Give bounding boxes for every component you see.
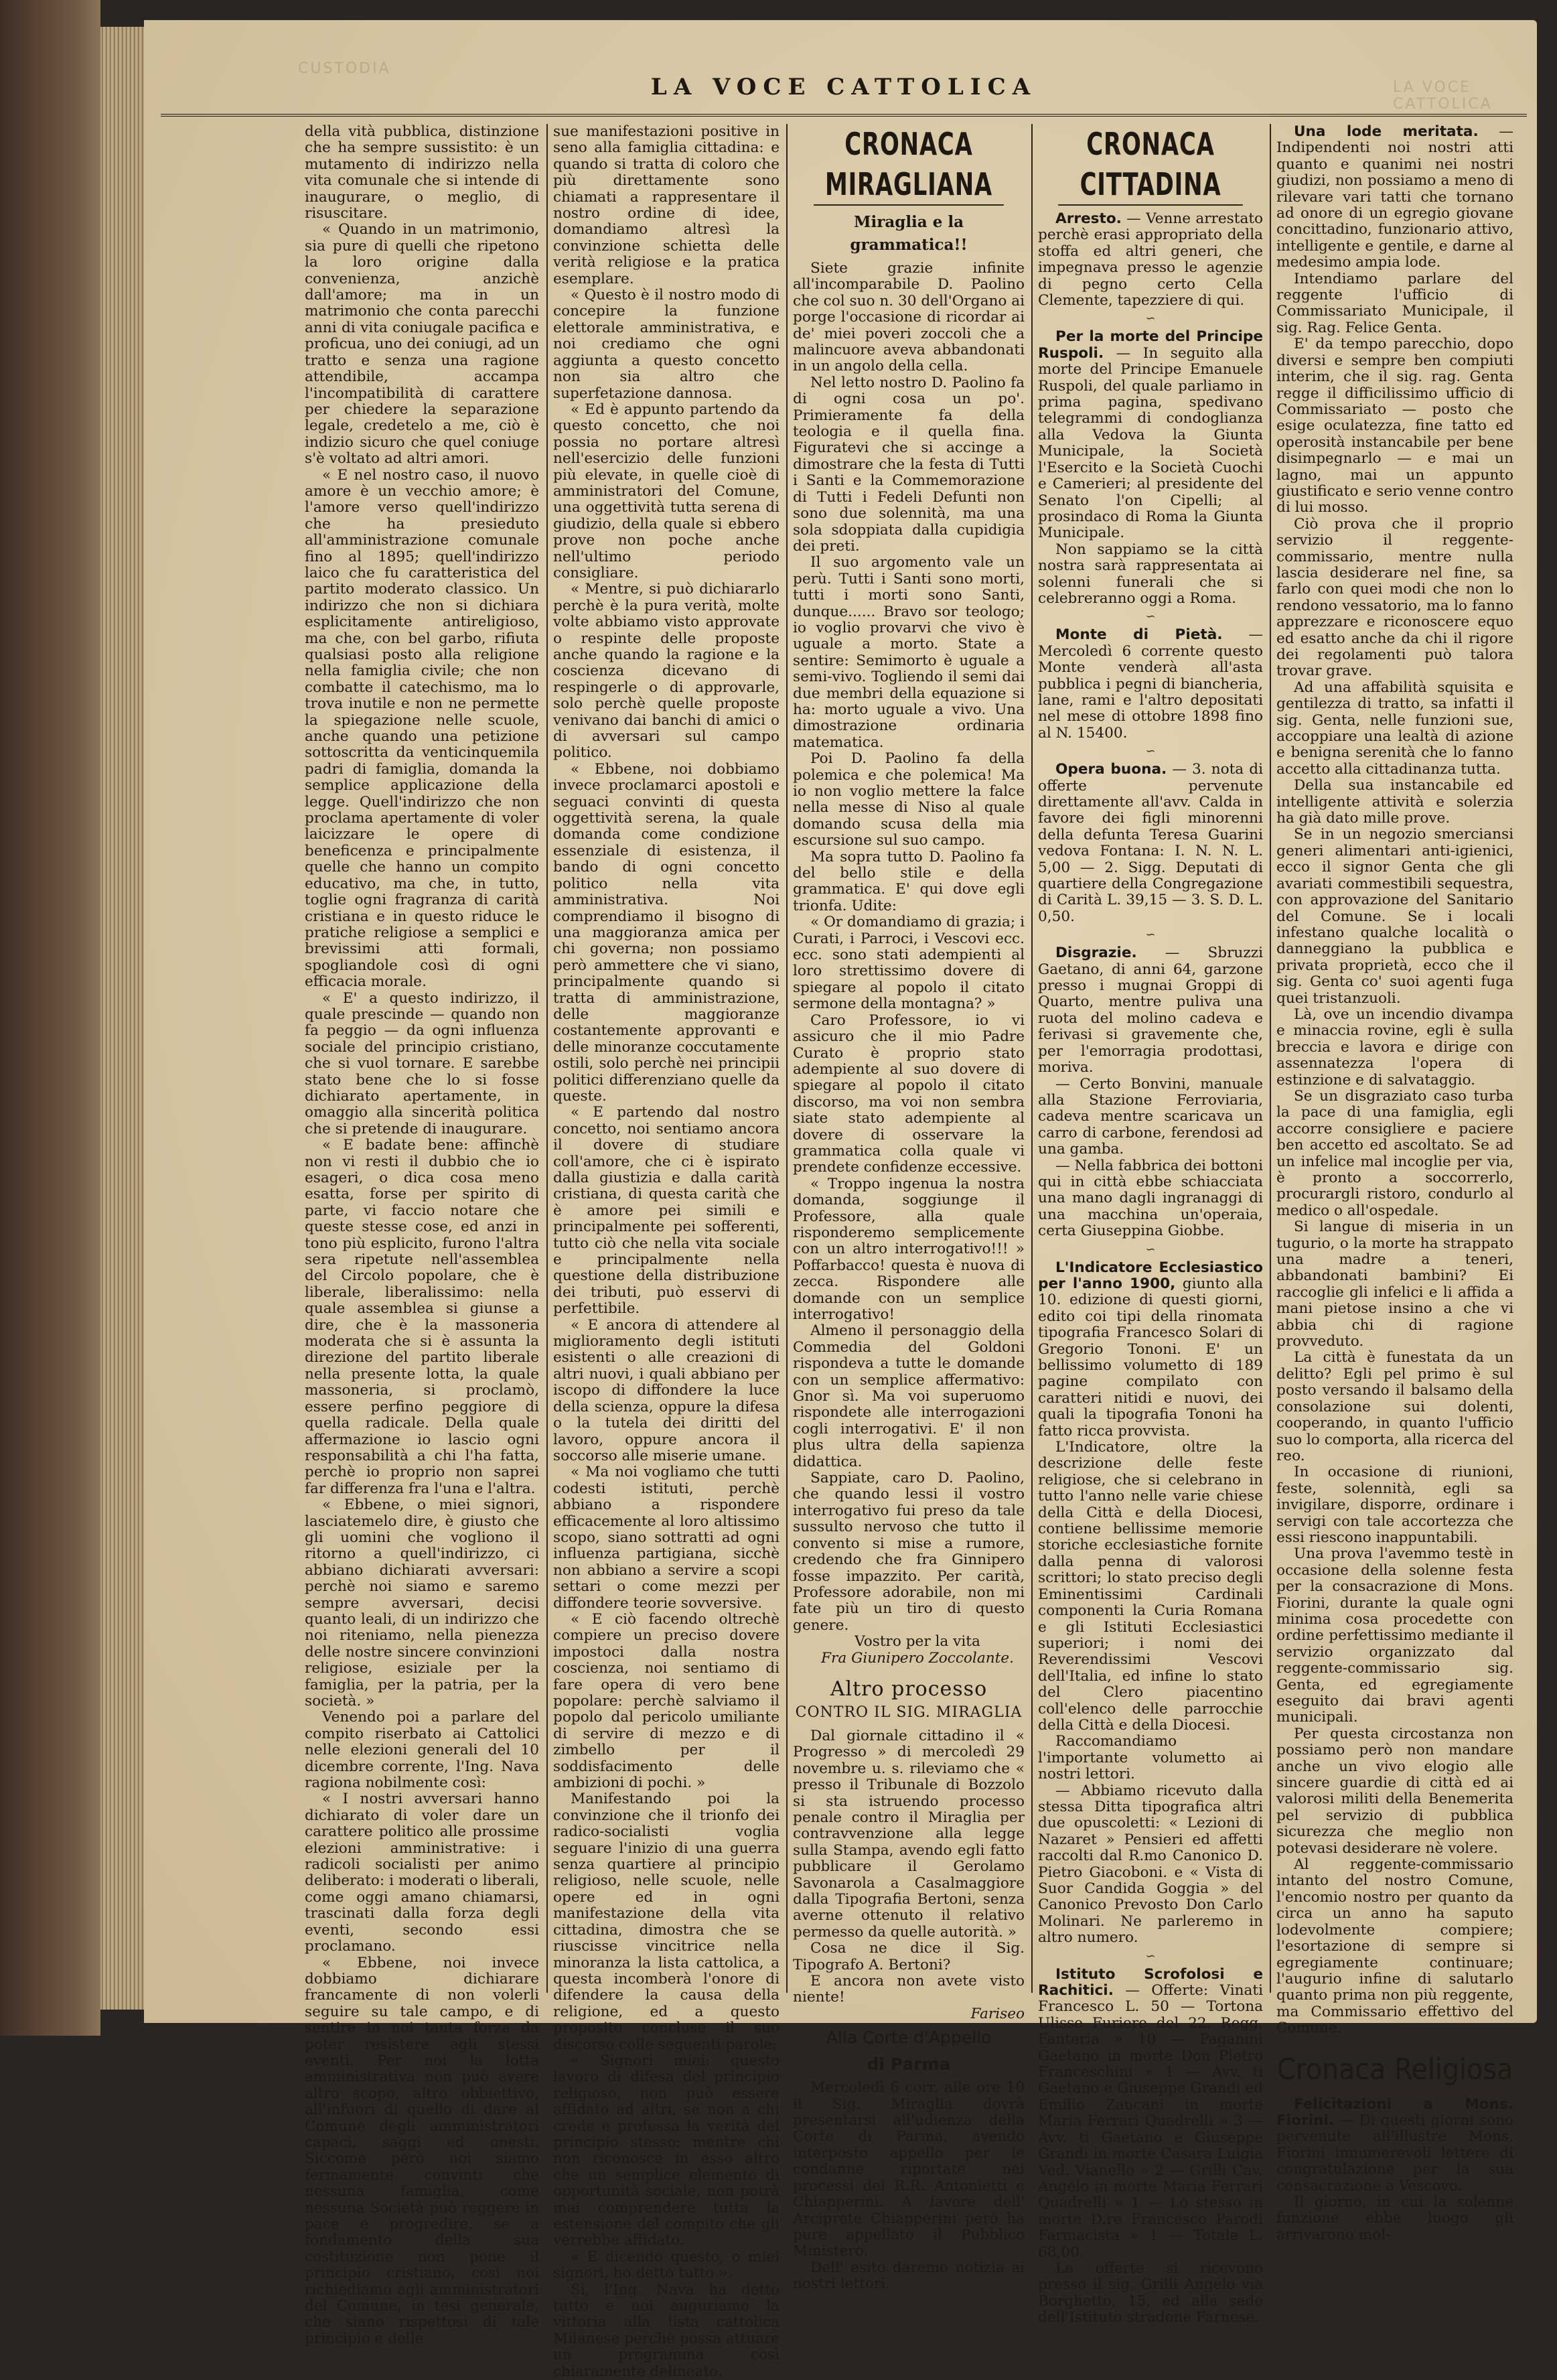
article-heading: Altro processo — [830, 1677, 988, 1701]
article-paragraph: Cosa ne dice il Sig. Tipografo A. Bertoni? — [793, 1940, 1025, 1973]
article-heading: Alla Corte d'Appello — [826, 2028, 992, 2048]
news-item-text: La città è funestata da un delitto? Egli pel primo è sul posto versando il balsamo della consolazione sui dolenti, cooperando, in quanto l'ufficio suo lo comporta, alla ricerca del reo. — [1276, 1349, 1513, 1464]
news-item — [1276, 1350, 1513, 1464]
column-1 — [305, 123, 539, 2347]
news-item-lead: Arresto. — [1055, 210, 1122, 227]
article-paragraph: « Ebbene, noi dobbiamo invece proclamarci apostoli e seguaci convinti di questa oggettività serena, la quale domanda come condizione essenziale di esistenza, il bando di ogni concetto politico nella vita amministrativa. Noi comprendiamo il bisogno di una maggioranza amica per chi governa; non possiamo però ammettere che vi siano, principalmente quando si tratta di amministrazione, delle maggioranze costantemente approvanti e delle minoranze coccutamente ostili, solo perchè nei principii politici differenziano quelle da queste. — [553, 760, 780, 1105]
news-item — [1276, 1546, 1513, 1726]
article-paragraph: « E' a questo indirizzo, il quale prescinde — quando non fa peggio — da ogni influenza sociale del principio cristiano, che si vuol tornare. E sarebbe stato bene che lo si fosse dichiarato apertamente, in omaggio alla sincerità politica che si pretende di inaugurare. — [305, 989, 539, 1137]
news-item — [1038, 1440, 1263, 1734]
news-item — [1038, 2261, 1263, 2326]
column-rule — [786, 124, 788, 1993]
column-5 — [1276, 123, 1513, 2243]
article-signature: Fra Giunipero Zoccolante. — [821, 1649, 1014, 1667]
item-separator: ∽ — [1145, 610, 1156, 624]
bleed-through-text-left: CUSTODIA — [298, 60, 391, 77]
news-item-text: Là, ove un incendio divampa e minaccia rovine, egli è sulla breccia e lavora e dirige con assennatezza l'opera di estinzione e di salvataggio. — [1276, 1005, 1513, 1089]
book-binding — [0, 0, 100, 2036]
article-paragraph: Siete grazie infinite all'incomparabile D. Paolino che col suo n. 30 dell'Organo ai porge l'occasione di ricordar ai de' miei poveri zoccoli che a malincuore aveva abbandonati in un angolo della cella. — [793, 260, 1025, 375]
section-title-cronaca-miragliana: CRONACA MIRAGLIANA — [814, 124, 1004, 206]
article-heading: Miraglia e la grammatica!! — [850, 213, 968, 254]
column-rule — [1031, 124, 1033, 1993]
news-item-text: Una prova l'avemmo testè in occasione della solenne festa per la consacrazione di Mons. Fiorini, durante la quale ogni minima cosa procedette con ordine perfettissimo mediante il servizio organizzato dal reggente-commissario sig. Genta, ed egregiamente eseguito dai bravi agenti municipali. — [1276, 1545, 1513, 1726]
news-item-text: In occasione di riunioni, feste, solennità, egli sa invigilare, disporre, ordinare i servigi con tale accortezza che essi riescono inappuntabili. — [1276, 1464, 1513, 1546]
news-item — [1276, 827, 1513, 1006]
article-paragraph: sue manifestazioni positive in seno alla famiglia cittadina: e quando si tratta di coloro che più direttamente sono chiamati a rappresentare il nostro ordine di idee, domandiamo altresì la convinzione schietta delle verità religiose e la pratica esemplare. — [553, 123, 780, 287]
news-item — [1038, 1783, 1263, 1947]
news-item-text: Raccomandiamo l'importante volumetto ai nostri lettori. — [1038, 1733, 1263, 1783]
news-item — [1038, 1734, 1263, 1782]
news-item — [1038, 762, 1263, 925]
news-item-text: Se un disgraziato caso turba la pace di una famiglia, egli accorre consigliere e paciere ben accetto ed ascoltato. Se ad un infelice mal incoglie per via, è pronto a soccorrerlo, procurargli ristoro, condurlo al medico o all'ospedale. — [1276, 1087, 1513, 1219]
article-paragraph: della vità pubblica, distinzione che ha sempre sussistito: è un mutamento di indirizzo nella vita comunale che si intende di inaugurare, o meglio, di risuscitare. — [305, 123, 539, 222]
news-item-text: Le offerte si ricevono presso il sig. Grilli Angelo via Borghetto, 15, ed alla sede dell'Istituto stradone Farnese. — [1038, 2259, 1263, 2326]
article-paragraph: « Troppo ingenua la nostra domanda, soggiunge il Professore, alla quale risponderemo semplicemente con un altro interrogativo!!! » Poffarbacco! questa è nuova di zecca. Rispondere alle domande con un semplice interrogativo! — [793, 1175, 1025, 1323]
page-edges — [100, 27, 147, 2010]
news-item-text: Si langue di miseria in un tugurio, o la morte ha strappato una madre a teneri, abbandonati bambini? Ei raccoglie gli infelici e li affida a mani pietose insino a che vi abbia chi di ragione provveduto. — [1276, 1218, 1513, 1350]
article-paragraph: Caro Professore, io vi assicuro che il mio Padre Curato è proprio stato adempiente al suo dovere di spiegare al popolo il citato discorso, ma voi non sembra siate stato adempiente al dovere di osservare la grammatica colla quale vi prendete confidenze eccessive. — [793, 1011, 1025, 1176]
article-signature: Fariseo — [970, 2005, 1025, 2022]
news-item — [1276, 516, 1513, 680]
news-item — [1038, 1260, 1263, 1440]
news-item-text: Non sappiamo se la città nostra sarà rappresentata ai solenni funerali che si celebreranno oggi a Roma. — [1038, 541, 1263, 607]
news-item-text: — In seguito alla morte del Principe Emanuele Ruspoli, del quale parliamo in prima pagina, spedivano telegrammi di condoglianza alla Vedova la Giunta Municipale, la Società l'Esercito e la Società Cuochi e Camerieri; al presidente del Senato l'on Cipelli; al prosindaco di Roma la Giunta Municipale. — [1038, 344, 1263, 542]
article-closing: Vostro per la vita — [855, 1633, 980, 1651]
news-item-lead: Monte di Pietà. — [1055, 626, 1223, 644]
news-item — [1038, 1076, 1263, 1158]
news-items — [1276, 2097, 1513, 2244]
article-paragraph: Almeno il personaggio della Commedia del Goldoni rispondeva a tutte le domande con un semplice affermativo: Gnor sì. Ma voi superuomo rispondete alle interrogazioni cogli interrogativi. E' il non plus ultra della sapienza didattica. — [793, 1322, 1025, 1470]
article-paragraph: « E badate bene: affinchè non vi resti il dubbio che io esageri, o dica cosa meno esatta, forse per spirito di parte, vi faccio notare che queste stesse cose, ed anzi in tono più esplicito, furono l'altra sera ripetute nell'assemblea del Circolo popolare, che è liberale, liberalissimo: nella quale assemblea si giunse a dire, che è la massoneria moderata che si è assunta la direzione del partito liberale nella presente lotta, la quale massoneria, si proclamò, essere perfino peggiore di quella radicale. Della quale affermazione io lascio ogni responsabilità a chi l'ha fatta, perchè io proprio non saprei far differenza fra l'una e l'altra. — [305, 1137, 539, 1497]
news-item — [1276, 124, 1513, 271]
news-items — [1276, 124, 1513, 2037]
news-item-lead: Una lode meritata. — [1294, 123, 1479, 140]
article-paragraph: « Ebbene, noi invece dobbiamo dichiarare francamente di non volerli seguire su tale campo, e di sentire in noi tanta forza da poter resistere agli stessi eventi. Per noi la lotta amministrativa non può avere altro scopo, altro obbiettivo, all'infuori di quello di dare al Comune degli amministratori capaci, saggi ed onesti. Siccome però noi siamo fermamente convinti che nessuna famiglia, come nessuna Società può reggere in pace e progredire, se a fondamento della sua costituzione non pone il principio cristiano, così noi richiediamo agli amministratori del Comune, in tesi generale, che siano rispettosi di tale principio e delle — [305, 1954, 539, 2347]
news-item-lead: Disgrazie. — [1055, 944, 1137, 962]
news-item-text: — 3. nota di offerte pervenute direttamente all'avv. Calda in favore dei figli minorenni della defunta Teresa Guarini vedova Fontana: I. N. N. L. 5,00 — 2. Sigg. Deputati di quartiere della Congregazione di Carità L. 39,15 — 3. S. D. L. 0,50. — [1038, 761, 1264, 925]
column-4 — [1038, 124, 1264, 2326]
article-paragraph: Manifestando poi la convinzione che il trionfo dei radico-socialisti voglia seguare l'inizio di una guerra senza quartiere al principio religioso, nelle scuole, nelle opere ed in ogni manifestazione della vita cittadina, dimostra che se riuscisse vincitrice nella minoranza la lista cattolica, a questa incomberà l'onore di difendere la causa della religione, ed a questo proposito concluse il suo discorso colle seguenti parole: — [553, 1791, 780, 2053]
news-item-text: — Di questi giorni sono pervenute all'illustre Mons. Fiorini innumerevoli lettere di congratulazione per la sua consacrazione a Vescovo. — [1276, 2111, 1513, 2194]
article-paragraph: Sì, l'Ing. Nava ha detto tutto e noi auguriamo la vittoria alla lista cattolica Milanese perchè possa attuare un programma così chiaramente delineato. — [553, 2281, 780, 2380]
article-paragraph: Sappiate, caro D. Paolino, che quando lessi il vostro interrogativo fui preso da tale sussulto nervoso che tutto il convento si mise a rumore, credendo che fra Ginnipero fosse impazzito. Per carità, Professore adorabile, non mi fate più un tiro di questo genere. — [793, 1470, 1025, 1634]
article-subheading: di Parma — [867, 2054, 951, 2075]
article-paragraph: « Signori miei: questo lavoro di difesa del principio religioso, non può essere affidato ad altri, se non a chi crede e professa la verità del principio stesso: mentre chi non riconosce in esso altro che un semplice elemento di opportunità sociale, non potrà mai comprendere tutta la estensione del compito che gli verrebbe affidato. — [553, 2052, 780, 2249]
news-item — [1038, 1158, 1263, 1240]
news-items — [1038, 211, 1263, 2326]
article-paragraph: Dal giornale cittadino il « Progresso » di mercoledì 29 novembre u. s. rileviamo che « presso il Tribunale di Bozzolo si sta istruendo processo penale contro il Miraglia per contravvenzione alla legge sulla Stampa, avendo egli fatto pubblicare il Gerolamo Savonarola a Casalmaggiore dalla Tipografia Bertoni, senza averne ottenuto il relativo permesso da quelle autorità. » — [793, 1727, 1025, 1941]
news-item — [1276, 680, 1513, 778]
news-item — [1276, 1464, 1513, 1546]
news-item-text: E' da tempo parecchio, dopo diversi e sempre ben compiuti interim, che il sig. rag. Genta regge il difficilissimo ufficio di Commissariato — posto che esige oculatezza, fine tatto ed operosità instancabile per bene disimpegnarlo — e mai un lagno, mai un appunto giustificato e serio venne contro di lui mosso. — [1276, 336, 1513, 516]
news-item-lead: Istituto Scrofolosi e Rachitici. — [1038, 1965, 1263, 2000]
news-item — [1276, 1726, 1513, 1857]
news-item-lead: Opera buona. — [1055, 761, 1167, 778]
news-item — [1276, 1089, 1513, 1219]
news-item-text: — Nella fabbrica dei bottoni qui in città ebbe schiacciata una mano dagli ingranaggi di una macchina un'operaia, certa Giuseppina Giobbe. — [1038, 1157, 1263, 1240]
article-paragraph: Nel letto nostro D. Paolino fa di ogni cosa un po'. Primieramente fa della teologia e il quella fina. Figuratevi che si accinge a dimostrare che la festa di Tutti i Santi e la Commemorazione di Tutti i Fedeli Defunti non sono due solennità, ma una sola sdoppiata dalla cupidigia dei preti. — [793, 374, 1025, 555]
news-item — [1038, 542, 1263, 608]
news-item-text: — Indipendenti noi nostri atti quanto e quanimi nei nostri giudizi, non possiamo a meno di rilevare vari tatti che tornano ad onore di un egregio giovane concittadino, funzionario attivo, intelligente e gentile, e darne al medesimo ampia lode. — [1276, 123, 1513, 271]
item-separator: ∽ — [1145, 744, 1156, 759]
article-paragraph: E ancora non avete visto niente! — [793, 1973, 1025, 2006]
section-title-cronaca-cittadina: CRONACA CITTADINA — [1058, 124, 1243, 206]
article-paragraph: Dell' esito daremo notizia ai nostri lettori. — [793, 2259, 1025, 2293]
news-item-text: L'Indicatore, oltre la descrizione delle feste religiose, che si celebrano in tutto l'anno nelle varie chiese della Città e della Diocesi, contiene bellissime memorie storiche ecclesiastiche fornite dalla penna di valorosi scrittori; lo stato preciso degli Eminentissimi Cardinali componenti la Curia Romana e gli Istituti Ecclesiastici superiori; i nomi dei Reverendissimi Vescovi dell'Italia, ed infine lo stato del Clero piacentino coll'elenco delle parrocchie della Città e della Diocesi. — [1038, 1439, 1263, 1734]
article-paragraph: « Or domandiamo di grazia; i Curati, i Parroci, i Vescovi ecc. ecc. sono stati adempienti al loro strettissimo dovere di spiegare al popolo il citato sermone della montagna? » — [793, 914, 1025, 1013]
news-item-text: — Venne arrestato perchè erasi appropriato della stoffa ed altri generi, che impegnava presso le agenzie di pegno certo Cella Clemente, tapezziere di qui. — [1038, 210, 1263, 309]
news-item-text: — Mercoledì 6 corrente questo Monte venderà all'asta pubblica i pegni di biancheria, lane, rami e l'altro depositati nel mese di ottobre 1898 fino al N. 15400. — [1038, 626, 1263, 742]
item-separator: ∽ — [1145, 1949, 1156, 1963]
article-paragraph: « Questo è il nostro modo di concepire la funzione elettorale amministrativa, e noi crediamo che ogni aggiunta a questo concetto non sia altro che superfetazione dannosa. — [553, 287, 780, 402]
masthead — [161, 47, 1527, 117]
news-item — [1038, 627, 1263, 742]
news-item-text: — Sbruzzi Gaetano, di anni 64, garzone presso i mugnai Groppi di Quarto, mentre puliva una ruota del molino cadeva e ferivasi si gravemente che, per l'emorragia prodottasi, moriva. — [1038, 944, 1263, 1076]
news-item-text: Della sua instancabile ed intelligente attività e solerzia ha già dato mille prove. — [1276, 777, 1513, 827]
news-item-lead: Felicitazioni a Mons. Fiorini. — [1276, 2095, 1513, 2129]
article-paragraph: « Mentre, si può dichiararlo perchè è la pura verità, molte volte abbiamo visto approvate o respinte delle proposte anche quando la ragione e la coscienza dicevano di respingerle o di approvarle, solo perchè quelle proposte venivano dai banchi di amici o di avversari sul campo politico. — [553, 581, 780, 762]
news-item-text: Per questa circostanza non possiamo però non mandare anche un vivo elogio alle sincere guardie di città ed ai valorosi militi della Benemerita pel servizio di pubblica sicurezza che meglio non potevasi desiderare nè volere. — [1276, 1725, 1513, 1857]
item-separator: ∽ — [1145, 1242, 1156, 1257]
news-item-text: Al reggente-commissario intanto del nostro Comune, l'encomio nostro per quanto da circa un anno ha saputo lodevolmente compiere; l'esortazione di sempre si egregiamente continuare; l'augurio infine di salutarlo quanto prima non più reggente, ma Commissario effettivo del Comune. — [1276, 1856, 1513, 2037]
article-paragraph: Il suo argomento vale un perù. Tutti i Santi sono morti, tutti i morti sono Santi, dunque...... Bravo sor teologo; io voglio provarvi che vivo è uguale a morto. State a sentire: Semimorto è uguale a semi-vivo. Togliendo il semi dai due membri della equazione si ha: morto uguale a vivo. Una dimostrazione ordinaria matematica. — [793, 554, 1025, 751]
article-paragraph: « E partendo dal nostro concetto, noi sentiamo ancora il dovere di studiare coll'amore, che ci è ispirato dalla giustizia e dalla carità cristiana, di questa carità che è amore pei simili e principalmente pei sofferenti, tutto ciò che nella vita sociale e principalmente nella questione della distribuzione dei tributi, può esservi di perfettibile. — [553, 1104, 780, 1318]
item-separator: ∽ — [1145, 311, 1156, 326]
news-item — [1038, 945, 1263, 1076]
section-title-cronaca-religiosa: Cronaca Religiosa — [1276, 2048, 1513, 2091]
news-item — [1276, 778, 1513, 827]
column-3 — [793, 124, 1025, 2293]
news-item-text: Intendiamo parlare del reggente l'ufficio di Commissariato Municipale, il sig. Rag. Felice Genta. — [1276, 270, 1513, 336]
article-paragraph: « Ebbene, o miei signori, lasciatemelo dire, è giusto che gli uomini che vogliono il ritorno a quell'indirizzo, ci abbiano dichiarati avversari: perchè noi siamo e saremo sempre avversari, decisi quanto leali, di un indirizzo che noi riteniamo, nella pienezza delle nostre sincere convinzioni religiose, esiziale per la famiglia, per la patria, per la società. » — [305, 1496, 539, 1709]
article-paragraph: « E dicendo questo, o miei signori, ho detto tutto ». — [553, 2248, 780, 2282]
article-paragraph: « I nostri avversari hanno dichiarato di voler dare un carattere politico alle prossime elezioni amministrative: i radicoli socialisti per animo deliberato: i moderati o liberali, come oggi amano chiamarsi, trascinati dalla forza degli eventi, secondo essi proclamano. — [305, 1791, 539, 1955]
news-item-lead: L'Indicatore Ecclesiastico per l'anno 1900, — [1038, 1259, 1263, 1292]
news-item — [1276, 1857, 1513, 2036]
article-paragraph: « E ancora di attendere al miglioramento degli istituti esistenti o alle creazioni di altri nuovi, i quali abbiano per iscopo di diffondere la luce della scienza, oppure la difesa o la tutela dei diritti del lavoro, oppure ancora il soccorso alle miserie umane. — [553, 1316, 780, 1464]
article-paragraph: « E ciò facendo oltrechè compiere un preciso dovere impostoci dalla nostra coscienza, noi sentiamo di fare opera di vero bene popolare: perchè salviamo il popolo dal pericolo umiliante di servire di mezzo e di zimbello per il soddisfacimento delle ambizioni di pochi. » — [553, 1610, 780, 1792]
news-item — [1276, 336, 1513, 516]
news-item-text: Se in un negozio smerciansi generi alimentari anti-igienici, ecco il signor Genta che gli avariati commestibili sequestra, con approvazione del Sanitario del Comune. Se i locali infestano qualche località o danneggiano la pubblica e privata proprietà, ecco che il sig. Genta co' suoi agenti fuga quei tristanzuoli. — [1276, 826, 1513, 1007]
column-rule — [546, 124, 548, 1993]
news-item-text: Ciò prova che il proprio servizio il reggente-commissario, mentre nulla lascia desiderare nel fine, sa farlo con quei modi che non lo rendono vessatorio, ma lo fanno apprezzare e riconoscere equo ed esatto anche da chi il rigore dei regolamenti può talora trovar grave. — [1276, 515, 1513, 680]
newspaper-title: LA VOCE CATTOLICA — [650, 74, 1037, 100]
item-separator: ∽ — [1145, 928, 1156, 942]
news-item — [1038, 211, 1263, 309]
news-item — [1276, 1007, 1513, 1089]
news-item — [1038, 329, 1263, 541]
news-item — [1038, 1967, 1263, 2261]
article-paragraph: Ma sopra tutto D. Paolino fa del bello stile e della grammatica. E' qui dove egli trionfa. Udite: — [793, 848, 1025, 914]
news-item-text: — Certo Bonvini, manuale alla Stazione Ferroviaria, cadeva mentre scaricava un carro di carbone, ferendosi ad una gamba. — [1038, 1075, 1263, 1158]
news-item-text: — Offerte: Vinati Francesco L. 50 — Tortona Ulisse Furiere del 22. Regg. Fanteria » 10 — Paganini Gaetano in morte Don Pietro Franceschini » 1 — Avv. ti Gaetano e Giuseppe Grandi ed Emilio Zaucani in morte Maria Ferrari Quadrelli » 3 — Avv. ti Gaetano e Giuseppe Grandi in morte Casara Luigia Ved. Vianello » 2 — Grilli Cav. Angelo in morte Maria Ferrari Quadrelli » 1 — Lo stesso in morte D.re Francesco Parodi Farmacista » 1 — Totale L. 68,00. — [1038, 1982, 1263, 2261]
news-item — [1276, 2194, 1513, 2243]
article-paragraph: « Ed è appunto partendo da questo concetto, che noi possia no portare altresì nell'esercizio delle funzioni più elevate, in quelle cioè di amministratori del Comune, una oggettività tutta serena di giudizio, della quale si ebbero prove non poche anche nell'ultimo periodo consigliare. — [553, 401, 780, 581]
column-rule — [1270, 124, 1271, 1993]
news-item — [1276, 271, 1513, 337]
article-paragraph: Poi D. Paolino fa della polemica e che polemica! Ma io non voglio mettere la falce nella messe di Niso al quale domando scusa della mia escursione sul suo campo. — [793, 750, 1025, 849]
bleed-through-text-right: LA VOCE CATTOLICA — [1393, 79, 1493, 113]
news-item-text: Ad una affabilità squisita e gentilezza di tratto, sa infatti il sig. Genta, nelle funzioni sue, accoppiare una lealtà di azione e benigna serenità che lo fanno accetto alla cittadinanza tutta. — [1276, 679, 1513, 778]
article-paragraph: « E nel nostro caso, il nuovo amore è un vecchio amore; è l'amore verso quell'indirizzo che ha presieduto all'amministrazione comunale fino al 1895; quell'indirizzo laico che fu caratteristica del partito moderato classico. Un indirizzo che non si dichiara esplicitamente antireligioso, ma che, con bel garbo, rifiuta qualsiasi posto alla religione nella famiglia civile; che non combatte il catechismo, ma lo trova inutile e non ne permette la spiegazione nelle scuole, anche quando una petizione sottoscritta da venticinquemila padri di famiglia, domanda la semplice applicazione della legge. Quell'indirizzo che non proclama apertamente di voler laicizzare le opere di beneficenza e principalmente quelle che hanno un compito educativo, ma che, in tutto, toglie ogni fragranza di carità cristiana e in questo riduce le pratiche religiose a semplici e brevissimi atti formali, spogliandole così di ogni efficacia morale. — [305, 466, 539, 991]
article-paragraph: Mercoledì 6 corr. alle ore 10 il Sig. Miraglia dovrà presentarsi all'udienza della Corte di Parma, avendo interposto appello per le condanne riportate nei processi dei R.R. Antonietti e Chiapperini. A favore dell' Arciprete Chiapperini però ha pure appellato il Pubblico Ministero. — [793, 2079, 1025, 2260]
news-item — [1276, 2097, 1513, 2194]
news-item-text: giunto alla 10. edizione di questi giorni, edito coi tipi della rinomata tipografia Francesco Solari di Gregorio Tononi. E' un bellissimo volumetto di 189 pagine compilato con caratteri nitidi e nuovi, dei quali la tipografia Tononi ha fatto ricca provvista. — [1038, 1275, 1263, 1440]
column-2 — [553, 123, 780, 2380]
news-item-text: — Abbiamo ricevuto dalla stessa Ditta tipografica altri due opuscoletti: « Lezioni di Nazaret » Pensieri ed affetti raccolti dal R.mo Canonico D. Pietro Giacoboni. e « Vista di Suor Candida Goggia » del Canonico Prevosto Don Carlo Molinari. Ne parleremo in altro numero. — [1038, 1782, 1263, 1947]
article-paragraph: « Quando in un matrimonio, sia pure di quelli che ripetono la loro origine dalla convenienza, anzichè dall'amore; ma in un matrimonio che conta parecchi anni di vita coniugale pacifica e proficua, uno dei coniugi, ad un tratto e senza una ragione attendibile, accampa l'incompatibilità di carattere per chiedere la separazione legale, credetelo a me, ciò è indizio sicuro che quel coniuge s'è voltato ad altri amori. — [305, 221, 539, 468]
news-item-text: Il giorno, in cui la solenne funzione ebbe luogo gli arrivarono mol- — [1276, 2193, 1513, 2243]
article-subheading: CONTRO IL SIG. MIRAGLIA — [795, 1703, 1023, 1721]
article-paragraph: Venendo poi a parlare del compito riserbato ai Cattolici nelle elezioni generali del 10 dicembre corrente, l'Ing. Nava ragiona nobilmente così: — [305, 1709, 539, 1792]
news-item-lead: Per la morte del Principe Ruspoli. — [1038, 328, 1263, 362]
news-item — [1276, 1219, 1513, 1350]
article-paragraph: « Ma noi vogliamo che tutti codesti istituti, perchè abbiano a rispondere efficacemente al loro altissimo scopo, siano sottratti ad ogni influenza partigiana, sicchè non abbiano a servire a scopi settari o come mezzi per diffondere teorie sovversive. — [553, 1464, 780, 1612]
